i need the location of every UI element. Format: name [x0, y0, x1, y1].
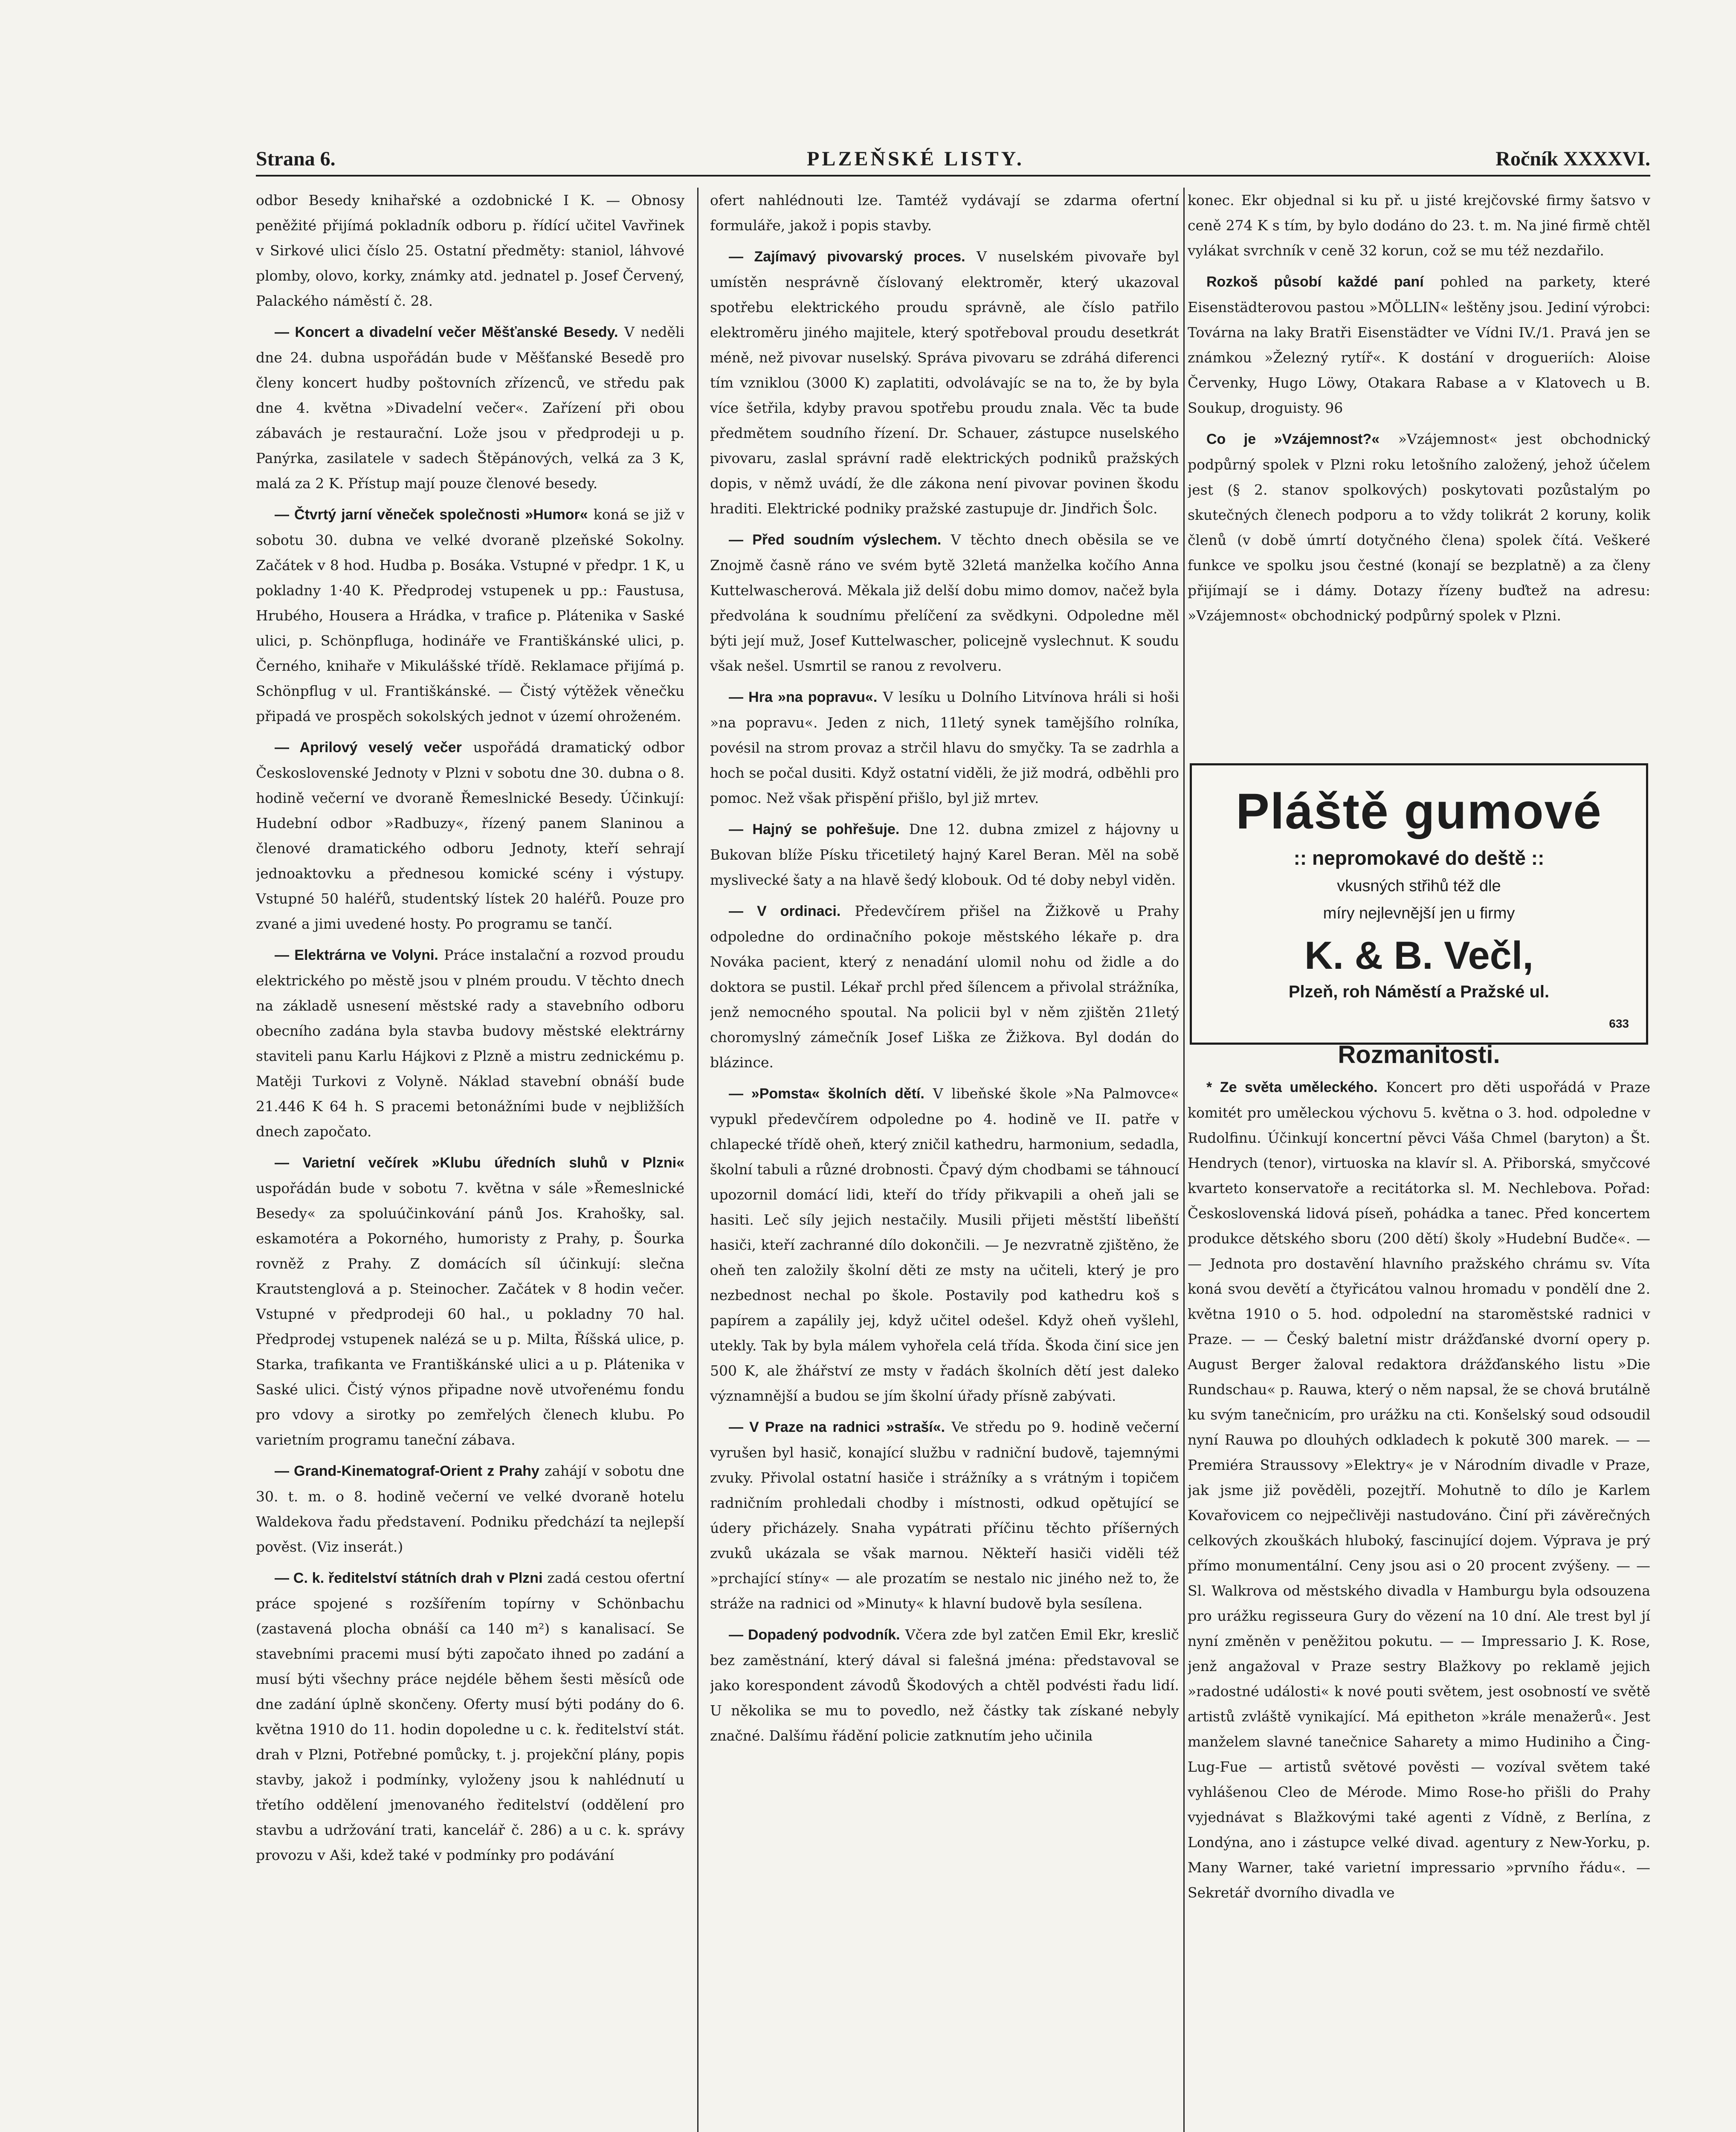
page-header	[256, 141, 1650, 171]
article-paragraph	[1188, 426, 1650, 628]
article-headline: Co je »Vzájemnost?«	[1206, 431, 1380, 447]
article-paragraph	[256, 1458, 684, 1559]
article-text: Včera zde byl zatčen Emil Ekr, kreslič bez zaměstnání, který dával si falešná jména: představoval se jako korespondent závodů Škodových a chtěl podvésti řadu lidí. U několika se mu to povedlo, než částky tak získané nebyly značné. Dalšímu řádění policie zatknutím jeho učinila	[710, 1626, 1179, 1744]
article-text: V lesíku u Dolního Litvínova hráli si hoši »na popravu«. Jeden z nich, 11letý synek tamějšího rolníka, povésil na strom provaz a strčil hlavu do smyčky. Ta se zadrhla a hoch se počal dusiti. Když ostatní viděli, že již modrá, odběhli pro pomoc. Než však přispění přišlo, byl již mrtev.	[710, 689, 1179, 806]
article-paragraph	[256, 1150, 684, 1452]
article-headline: — Čtvrtý jarní věneček společnosti »Humor«	[275, 507, 588, 523]
column-divider	[697, 188, 698, 2132]
article-text: V nuselském pivovaře byl umístěn nesprávně číslovaný elektroměr, který ukazoval spotřebu elektrického proudu správně, ale číslo patřilo elektroměru jiného majitele, který spotřeboval proudu desetkrát méně, než pivovar nuselský. Správa pivovaru se zdráhá diferenci tím vzniklou (3000 K) zaplatiti, odvolávajíc se na to, že by byla více šetřila, kdyby pravou spotřebu proudu znala. Věc ta bude předmětem soudního řízení. Dr. Schauer, zástupce nuselského pivovaru, zaslal správní radě elektrických podniků pražských dopis, v němž uvádí, že dle zákona není pivovar povinen škodu hraditi. Elektrické podniky pražské zastupuje dr. Jindřich Šolc.	[710, 248, 1179, 517]
article-paragraph	[710, 898, 1179, 1075]
article-text: ofert nahlédnouti lze. Tamtéž vydávají se zdarma ofertní formuláře, jakož i popis stavby.	[710, 192, 1179, 234]
volume-number: Ročník XXXXVI.	[1495, 148, 1650, 170]
article-text: uspořádán bude v sobotu 7. května v sále »Řemeslnické Besedy« za spoluúčinkování pánů Jos. Krahošky, sal. eskamotéra a Pokorného, humoristy z Prahy, p. Šourka rovněž z Prahy. Z domácích síl účinkují: slečna Krautstenglová a p. Steinocher. Začátek v 8 hodin večer. Vstupné v předprodeji 60 hal., u pokladny 70 hal. Předprodej vstupenek nalézá se u p. Milta, Říšská ulice, p. Starka, trafikanta ve Františkánské ulici a u p. Plátenika v Saské ulici. Čistý výnos připadne nově utvořenému fondu pro vdovy a sirotky po zemřelých členech klubu. Po varietním programu taneční zábava.	[256, 1180, 684, 1448]
ad-line-1: vkusných střihů též dle	[1337, 877, 1501, 895]
article-paragraph	[256, 942, 684, 1144]
article-paragraph	[710, 1081, 1179, 1408]
article-paragraph	[256, 735, 684, 936]
article-paragraph	[710, 1414, 1179, 1616]
article-text: Koncert pro děti uspořádá v Praze komitét pro uměleckou výchovu 5. května o 3. hod. odpoledne v Rudolfinu. Účinkují koncertní pěvci Váša Chmel (baryton) a Št. Hendrych (tenor), virtuoska na klavír sl. A. Přiborská, smyčcové kvarteto konservatoře a recitátorka sl. M. Nechlebova. Pořad: Československá lidová píseň, pohádka a tanec. Před koncertem produkce dětského sboru (200 dětí) školy »Hudební Budče«. — — Jednota pro dostavění hlavního pražského chrámu sv. Víta koná svou devětí a čtyřicátou valnou hromadu v pondělí dne 2. května 1910 o 5. hod. odpolední na staroměstské radnici v Praze. — — Český baletní mistr drážďanské dvorní opery p. August Berger žaloval redaktora drážďanského listu »Die Rundschau« p. Rauwa, který o něm napsal, že se chová brutálně ku svým tanečnicím, pro urážku na cti. Konšelský soud odsoudil nyní Rauwa po dlouhých odkladech k pokutě 300 marek. — — Premiéra Straussovy »Elektry« je v Národním divadle v Praze, jak jsme již pověděli, pozejtří. Mohutně to dílo je Karlem Kovařovicem co nejpečlivěji nastudováno. Činí při závěrečných celkových zkouškách hluboký, fascinující dojem. Výprava je prý přímo monumentální. Ceny jsou asi o 20 procent zvýšeny. — — Sl. Walkrova od městského divadla v Hamburgu byla odsouzena pro urážku regisseura Gury do vězení na 10 dní. Ale trest byl jí nyní změněn v peněžitou pokutu. — — Impressario J. K. Rose, jenž angažoval v Praze sestry Blažkovy po reklamě jejich »radostné události« k nové pouti světem, jest osobností ve světě artistů zvláště vynikající. Má epitheton »krále menažerů«. Jest manželem slavné tanečnice Saharety a mimo Hudiniho a Čing-Lug-Fue — artistů světové pověsti — vozíval světem také vyhlášenou Cleo de Mérode. Mimo Rose-ho přišli do Prahy vyjednávat s Blažkovými také agenti z Vídně, z Berlína, z Londýna, ano i zástupce velké divad. agentury z New-Yorku, p. Many Warner, také varietní impressario »prvního řádu«. — Sekretář dvorního divadla ve	[1188, 1079, 1650, 1901]
article-headline: — Varietní večírek »Klubu úředních sluhů v Plzni«	[275, 1155, 684, 1171]
header-rule	[256, 175, 1650, 177]
article-headline: — Grand-Kinematograf-Orient z Prahy	[275, 1463, 539, 1479]
article-paragraph	[256, 319, 684, 496]
column-1	[256, 188, 684, 2132]
article-paragraph	[710, 188, 1179, 238]
article-paragraph	[256, 188, 684, 313]
article-headline: — Koncert a divadelní večer Měšťanské Besedy.	[275, 324, 618, 340]
article-headline: — Elektrárna ve Volyni.	[275, 947, 438, 963]
ad-number: 633	[1609, 1017, 1629, 1030]
masthead: PLZEŇSKÉ LISTY.	[807, 148, 1024, 170]
column-3-top	[1188, 188, 1650, 742]
article-headline: Rozkoš působí každé paní	[1206, 274, 1424, 290]
column-3-bottom	[1188, 1075, 1650, 2132]
article-headline: — V Praze na radnici »straší«.	[729, 1419, 945, 1435]
ad-tagline: :: nepromokavé do deště ::	[1293, 847, 1545, 869]
article-headline: — Hajný se pohřešuje.	[729, 821, 900, 837]
article-paragraph	[710, 527, 1179, 678]
article-text: odbor Besedy knihařské a ozdobnické I K. — Obnosy peněžité přijímá pokladník odboru p. řídící učitel Vavřinek v Sirkové ulici číslo 25. Ostatní předměty: staniol, láhvové plomby, olovo, korky, známky atd. jednatel p. Josef Červený, Palackého náměstí č. 28.	[256, 192, 684, 309]
article-headline: — Před soudním výslechem.	[729, 532, 942, 548]
article-text: Předevčírem přišel na Žižkově u Prahy odpoledne do ordinačního pokoje městského lékaře p. dra Nováka pacient, který z nenadání ulomil nohu od židle a do doktora se pustil. Lékař prchl před šílencem a přivolal strážníka, jenž nemocného spoutal. Na policii byl v něm zjištěn 21letý choromyslný zámečník Josef Liška ze Žižkova. Byl dodán do blázince.	[710, 903, 1179, 1071]
article-headline: — Dopadený podvodník.	[729, 1627, 900, 1643]
column-divider	[1183, 188, 1185, 2132]
article-text: Dne 12. dubna zmizel z hájovny u Bukovan blíže Písku třicetiletý hajný Karel Beran. Měl na sobě myslivecké šaty a na hlavě šedý klobouk. Od té doby nebyl viděn.	[710, 821, 1179, 888]
article-text: zahájí v sobotu dne 30. t. m. o 8. hodině večerní ve velké dvoraně hotelu Waldekova řadu představení. Podniku předchází ta nejlepší pověst. (Viz inserát.)	[256, 1463, 684, 1555]
ad-headline: Pláště gumové	[1236, 783, 1602, 840]
article-paragraph	[256, 1565, 684, 1868]
article-headline: — Hra »na popravu«.	[729, 689, 878, 705]
section-title: Rozmanitosti.	[1338, 1041, 1500, 1069]
article-text: V libeňské škole »Na Palmovce« vypukl předevčírem odpoledne po 4. hodině ve II. patře v chlapecké třídě oheň, který zničil kathedru, harmonium, sedadla, školní tabuli a různé drobnosti. Čpavý dým chodbami se táhnoucí upozornil domácí lidi, kteří do třídy přikvapili a oheň jali se hasiti. Leč síly jejich nestačily. Musili přijeti městští libeňští hasiči, kteří zachranné dílo dokončili. — Je nezvratně zjištěno, že oheň ten založily školní děti ze msty na učiteli, který je pro nezbednost nechal po škole. Postavily pod kathedru koš s papírem a zapálily jej, když učitel odešel. Když oheň vyšlehl, utekly. Tak by byla málem vyhořela celá třída. Škoda činí sice jen 500 K, ale žhářství ze msty v řadách školních dětí jest daleko významnější a budou se jím školní úřady přísně zabývati.	[710, 1085, 1179, 1404]
article-paragraph	[710, 817, 1179, 892]
article-headline: — Zajímavý pivovarský proces.	[729, 249, 965, 265]
article-text: Ve středu po 9. hodině večerní vyrušen byl hasič, konající službu v radniční budově, tajemnými zvuky. Přivolal ostatní hasiče i strážníky a s vrátným i topičem radničním prohledali chodby i místnosti, odkud opětující se údery přicházely. Snaha vypátrati příčinu těchto příšerných zvuků ukázala se však marnou. Někteří hasiči viděli též »prchající stíny« — ale prozatím se nestalo nic jiného než to, že stráže na radnici od »Minuty« k hlavní budově byla sesílena.	[710, 1419, 1179, 1612]
article-paragraph	[1188, 269, 1650, 420]
ad-address: Plzeň, roh Náměstí a Pražské ul.	[1288, 982, 1550, 1001]
ad-firm-name: K. & B. Večl,	[1304, 934, 1533, 977]
article-text: »Vzájemnost« jest obchodnický podpůrný spolek v Plzni roku letošního založený, jehož účelem jest (§ 2. stanov spolkových) poskytovati pozůstalým po skutečných členech podporu a to vždy tolikrát 2 koruny, kolik členů (v době úmrtí dotyčného člena) spolek čítá. Veškeré funkce ve spolku jsou čestné (konají se bezplatně) a za členy přijímají se i dámy. Dotazy řízeny buďtež na adresu: »Vzájemnost« obchodnický podpůrný spolek v Plzni.	[1188, 431, 1650, 624]
article-paragraph	[710, 684, 1179, 811]
advertisement-raincoats	[1190, 763, 1648, 1045]
page-number: Strana 6.	[256, 148, 336, 170]
article-headline: * Ze světa uměleckého.	[1206, 1079, 1378, 1095]
article-paragraph	[710, 244, 1179, 521]
article-text: koná se již v sobotu 30. dubna ve velké dvoraně plzeňské Sokolny. Začátek v 8 hod. Hudba p. Bosáka. Vstupné v předpr. 1 K, u pokladny 1·40 K. Předprodej vstupenek u pp.: Faustusa, Hrubého, Housera a Hrádka, v trafice p. Plátenika v Saské ulici, p. Schönpfluga, hodináře ve Františkánské ulici, p. Černého, knihaře v Mikulášské třídě. Reklamace přijímá p. Schönpflug v ul. Františkánské. — Čistý výtěžek věnečku připadá ve prospěch sokolských jednot v území ohroženém.	[256, 506, 684, 724]
article-headline: — C. k. ředitelství státních drah v Plzni	[275, 1570, 543, 1586]
article-paragraph	[1188, 1075, 1650, 1905]
column-2	[710, 188, 1179, 2132]
article-text: V neděli dne 24. dubna uspořádán bude v Měšťanské Besedě pro členy koncert hudby poštovních zřízenců, ve středu pak dne 4. května »Divadelní večer«. Zařízení při obou zábavách je restaurační. Lože jsou v předprodeji u p. Panýrka, zasilatele v sadech Štěpánových, velká za 3 K, malá za 2 K. Přístup mají pouze členové besedy.	[256, 324, 684, 492]
article-paragraph	[256, 502, 684, 729]
article-text: konec. Ekr objednal si ku př. u jisté krejčovské firmy šatsvo v ceně 274 K s tím, by bylo dodáno do 23. t. m. Na jiné firmě chtěl vylákat svrchník v ceně 32 korun, což se mu též nezdařilo.	[1188, 192, 1650, 259]
article-text: uspořádá dramatický odbor Československé Jednoty v Plzni v sobotu dne 30. dubna o 8. hodině večerní ve dvoraně Řemeslnické Besedy. Účinkují: Hudební odbor »Radbuzy«, řízený panem Slaninou a členové dramatického odboru Jednoty, kteří sehrají jednoaktovku a přednesou komické scény i výstupy. Vstupné 50 haléřů, studentský lístek 20 haléřů. Pouze pro zvané a jimi uvedené hosty. Po programu se tančí.	[256, 739, 684, 932]
article-text: pohled na parkety, které Eisenstädterovou pastou »MÖLLIN« leštěny jsou. Jediní výrobci: Továrna na laky Bratři Eisenstädter ve Vídni IV./1. Pravá jen se známkou »Železný rytíř«. K dostání v drogueriích: Aloise Červenky, Hugo Löwy, Otakara Rabase a v Klatovech u B. Soukup, droguisty. 96	[1188, 273, 1650, 416]
article-headline: — »Pomsta« školních dětí.	[729, 1086, 925, 1102]
ad-line-2: míry nejlevnější jen u firmy	[1323, 904, 1515, 922]
article-text: Práce instalační a rozvod proudu elektrického po městě jsou v plném proudu. V těchto dnech na základě usnesení městské rady a stavebního odboru obecního zadána byla stavba budovy městské elektrárny staviteli panu Karlu Hájkovi z Plzně a mistru zednickému p. Matěji Turkovi z Volyně. Náklad stavební obnáší bude 21.446 K 64 h. S pracemi betonážními bude v nejbližších dnech započato.	[256, 947, 684, 1140]
article-headline: — Aprilový veselý večer	[275, 739, 462, 756]
article-paragraph	[1188, 188, 1650, 263]
article-text: V těchto dnech oběsila se ve Znojmě časně ráno ve svém bytě 32letá manželka kočího Anna Kuttelwascherová. Měkala již delší dobu mimo domov, načež byla předvolána k soudnímu přelíčení za svědkyni. Odpoledne měl býti její muž, Josef Kuttelwascher, policejně vyslechnut. K soudu však nešel. Usmrtil se ranou z revolveru.	[710, 531, 1179, 674]
article-headline: — V ordinaci.	[729, 903, 841, 919]
article-paragraph	[710, 1622, 1179, 1748]
article-text: zadá cestou ofertní práce spojené s rozšířením topírny v Schönbachu (zastavená plocha obnáší ca 140 m²) s kanalisací. Se stavebními pracemi musí býti započato ihned po zadání a musí býti všechny práce nejdéle během šesti měsíců ode dne zadání úplně skončeny. Oferty musí býti podány do 6. května 1910 do 11. hodin dopoledne u c. k. ředitelství stát. drah v Plzni, Potřebné pomůcky, t. j. projekční plány, popis stavby, jakož i podmínky, vyloženy jsou k nahlédnutí u třetího oddělení jmenovaného ředitelství (oddělení pro stavbu a udržování trati, kancelář č. 286) a u c. k. správy provozu v Aši, kdež také v podmínky pro podávání	[256, 1570, 684, 1863]
